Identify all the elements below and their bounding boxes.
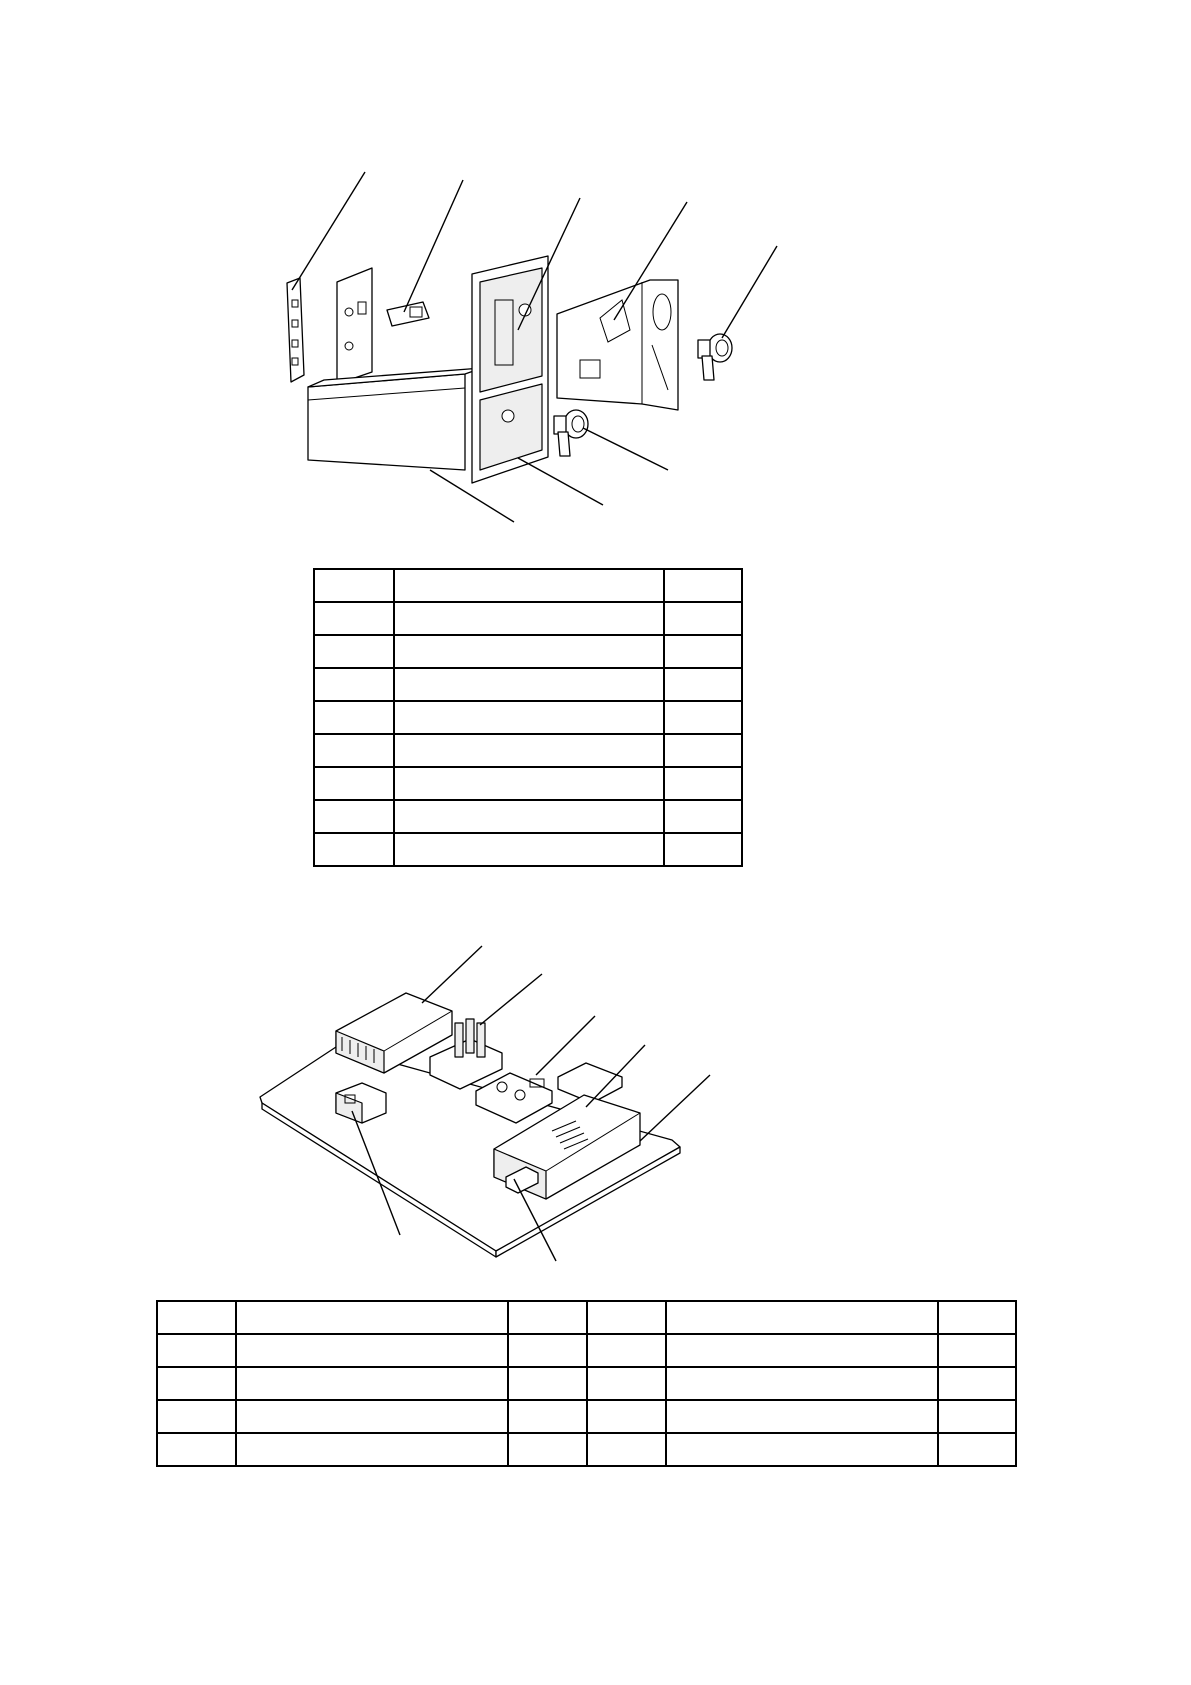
cell (666, 1400, 938, 1433)
cell (314, 833, 394, 866)
header-cell (236, 1301, 508, 1334)
cell (157, 1334, 236, 1367)
cell (157, 1433, 236, 1466)
cell (664, 635, 742, 668)
cell (508, 1400, 587, 1433)
header-cell-no (314, 569, 394, 602)
header-cell (508, 1301, 587, 1334)
cell (587, 1334, 666, 1367)
table-row (314, 635, 742, 668)
header-cell (666, 1301, 938, 1334)
cell (664, 602, 742, 635)
cell (938, 1400, 1016, 1433)
table-row (314, 701, 742, 734)
table-header-row (314, 569, 742, 602)
header-cell-name (394, 569, 664, 602)
cell (664, 800, 742, 833)
cell (314, 635, 394, 668)
cell (394, 767, 664, 800)
part-coin-entry-right (698, 334, 732, 380)
cell (664, 833, 742, 866)
cell (664, 767, 742, 800)
cell (587, 1400, 666, 1433)
part-rear-bracket-plate (337, 268, 372, 384)
header-cell-qty (664, 569, 742, 602)
header-cell (157, 1301, 236, 1334)
cell (394, 635, 664, 668)
cell (236, 1367, 508, 1400)
table-row (157, 1433, 1016, 1466)
header-cell (587, 1301, 666, 1334)
cell (157, 1367, 236, 1400)
cell (394, 701, 664, 734)
table-row (314, 800, 742, 833)
cell (236, 1433, 508, 1466)
cell (314, 767, 394, 800)
cell (394, 734, 664, 767)
cell (394, 800, 664, 833)
cell (394, 833, 664, 866)
cell (236, 1334, 508, 1367)
cell (157, 1400, 236, 1433)
cell (666, 1433, 938, 1466)
cell (664, 668, 742, 701)
table-header-row (157, 1301, 1016, 1334)
table-row (314, 833, 742, 866)
parts-table-bottom (156, 1300, 1017, 1467)
table-row (157, 1400, 1016, 1433)
table-row (314, 767, 742, 800)
part-coin-mechanism (557, 280, 678, 410)
cell (314, 800, 394, 833)
part-circuit-board (287, 278, 304, 382)
part-enclosure-box (308, 368, 482, 470)
cell (664, 701, 742, 734)
cell (508, 1433, 587, 1466)
cell (664, 734, 742, 767)
cell (508, 1367, 587, 1400)
assembly-drawing-bottom (240, 945, 720, 1265)
cell (508, 1334, 587, 1367)
parts-table-top (313, 568, 743, 867)
part-coin-entry-lower (554, 410, 588, 456)
table-row (314, 668, 742, 701)
cell (938, 1334, 1016, 1367)
table-row (314, 602, 742, 635)
table-row (314, 734, 742, 767)
cell (938, 1367, 1016, 1400)
cell (587, 1433, 666, 1466)
table-row (157, 1367, 1016, 1400)
cell (314, 668, 394, 701)
cell (314, 602, 394, 635)
cell (236, 1400, 508, 1433)
header-cell (938, 1301, 1016, 1334)
cell (394, 602, 664, 635)
cell (394, 668, 664, 701)
cell (666, 1367, 938, 1400)
exploded-assembly-drawing-top (250, 170, 790, 530)
part-latch (387, 302, 429, 326)
cell (587, 1367, 666, 1400)
table-row (157, 1334, 1016, 1367)
cell (314, 734, 394, 767)
cell (666, 1334, 938, 1367)
cell (314, 701, 394, 734)
cell (938, 1433, 1016, 1466)
